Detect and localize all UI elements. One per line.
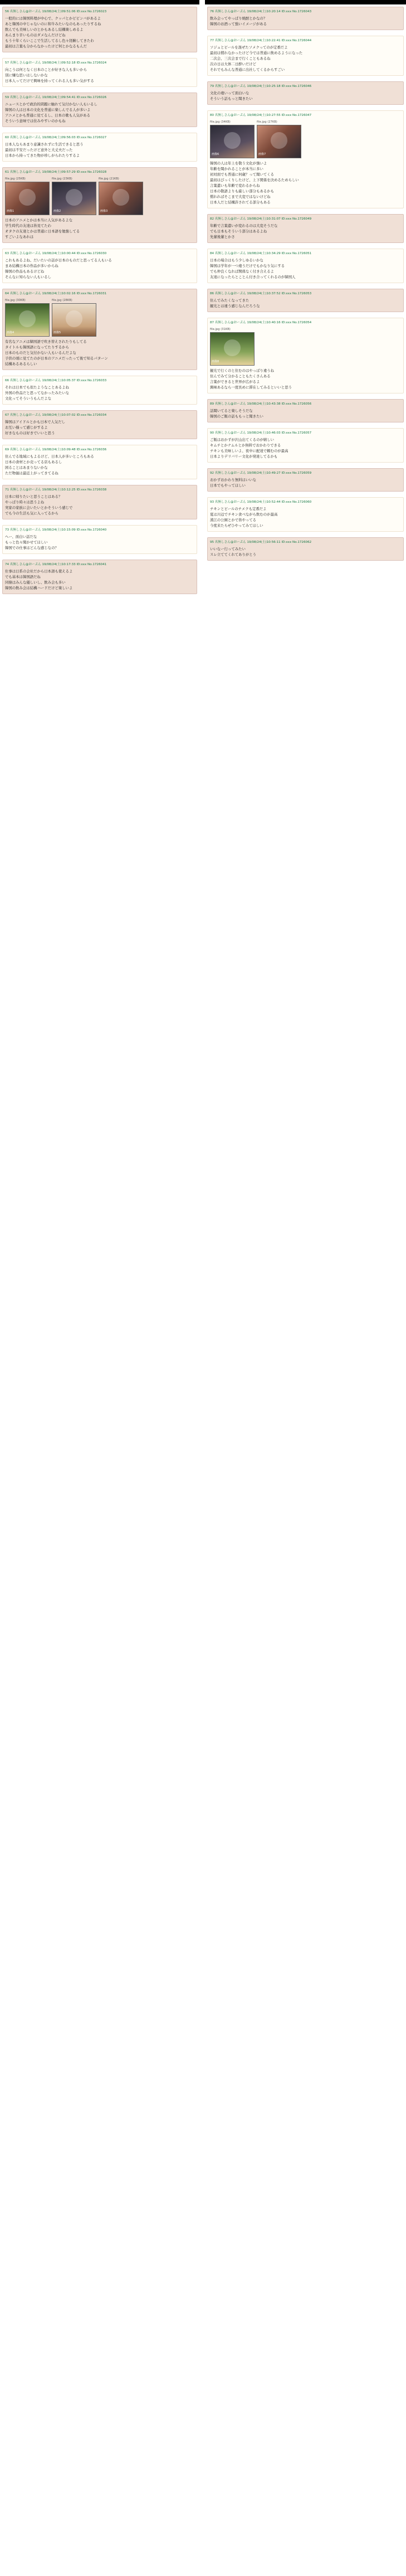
post-text-line: 日本から持ってきた物が珍しがられたりするよ [5, 153, 80, 158]
post-text-line: 学生時代の友達は皆見てたわ [5, 223, 52, 228]
post-text-line: 韓国のお酒って強いイメージがある [210, 22, 267, 26]
post-text-line: 同僚はみんな優しいし、飲み会も多い [5, 580, 66, 585]
post-text-line: 次の日は大体二日酔いだけど [210, 62, 257, 66]
post-text-line: 最初は慣れなかったけど今では普通に飲めるようになった [210, 51, 303, 55]
thread-post [2, 133, 197, 162]
post-text-line: まあ結構日本の作品が多いからね [5, 264, 58, 268]
post-header[interactable]: 71 名無しさん@おーぷん 19/08/24(土)10:12:25 ID:xxx No.1726038 [5, 488, 107, 492]
post-text-line: でも日本もそういう部分はあるよね [210, 229, 267, 234]
post-text-line: 結構あるあるらしい [5, 362, 37, 366]
thread-post [2, 7, 197, 52]
post-header[interactable]: 87 名無しさん@おーぷん 19/08/24(土)10:40:16 ID:xxx No.1726054 [210, 321, 312, 324]
post-text-line: 一般的には韓国料理が中心で、クッパとかビビンバがあるよ [5, 16, 101, 21]
post-text-line: 年齢を聞かれることが本当に多い [210, 167, 263, 171]
post-text-line: 韓国の飲み会は結構ハードだけど楽しいよ [5, 586, 73, 590]
post-text-line: 日本のものだと気付かない人もいるんだよな [5, 351, 76, 355]
post-image[interactable] [52, 176, 96, 215]
image-label: 画像6 [212, 153, 219, 156]
thread-post [2, 289, 197, 370]
image-filename[interactable]: file.jpg (31KB) [210, 328, 231, 331]
post-image[interactable] [210, 327, 255, 366]
thread-post [2, 167, 197, 243]
post-text-line: そういう話もっと聞きたい [210, 96, 253, 101]
image-subject-shape [19, 189, 36, 206]
thread-post [2, 525, 197, 554]
post-header[interactable]: 89 名無しさん@おーぷん 19/08/24(土)10:43:38 ID:xxx No.1726056 [210, 402, 312, 406]
post-text-line: へー、面白い話だな [5, 534, 37, 539]
post-text-line: オタクの友達とかは普通に日本語を勉強してる [5, 229, 80, 234]
post-image[interactable] [210, 119, 255, 158]
post-text-line: 住んでる地域にもよるけど、日本人が多いところもある [5, 454, 94, 459]
post-header[interactable]: 93 名無しさん@おーぷん 19/08/24(土)10:52:44 ID:xxx No.1726060 [210, 500, 312, 504]
post-text-line: 住んでみたくなってきた [210, 298, 250, 303]
image-label: 画像5 [53, 331, 61, 334]
post-text-line: 言葉遣いも年齢で変わるからね [210, 183, 260, 188]
thread-post [2, 58, 197, 87]
post-image[interactable] [257, 119, 301, 158]
post-text-line: 韓国は学年が一つ違うだけでもかなり気にする [210, 264, 285, 268]
post-header[interactable]: 61 名無しさん@おーぷん 19/08/24(土)09:57:29 ID:xxx No.1726028 [5, 171, 107, 174]
post-text-line: ソジュとビールを混ぜたソメクってのが定番だよ [210, 45, 288, 50]
post-text-line: 韓国の人は日本の文化を普通に楽しんでる人が多いよ [5, 108, 91, 112]
post-text-line: 観光とは違う感じなんだろうな [210, 304, 260, 308]
thread-post [207, 7, 404, 30]
post-text-line: でも仲良くなれば関係なく付き合えるよ [210, 269, 275, 274]
post-text-line: 日本の場合はもう少しゆるいかな [210, 258, 263, 263]
post-text-line: 飲み会ってやっぱり焼酎とかなの？ [210, 16, 267, 21]
post-text-line: ニュースとかで政治的問題に触れて気付かない人もいるし [5, 102, 97, 106]
post-text-line: 今度来たらぜひやってみてほしい [210, 523, 263, 528]
post-image[interactable] [52, 298, 96, 337]
post-text-line: アニメとかも普通に見てるし、日本の歌も人気がある [5, 113, 91, 118]
post-header[interactable]: 77 名無しさん@おーぷん 19/08/24(土)10:22:41 ID:xxx No.1726044 [210, 39, 312, 42]
post-text-line: チキンとビールのチメクも定番だよ [210, 507, 267, 511]
thread-post [2, 560, 197, 594]
post-image[interactable] [5, 176, 50, 215]
image-filename[interactable]: file.jpg (30KB) [5, 299, 26, 302]
post-text-line: 日本よりデリバリー文化が発達してるかも [210, 454, 278, 459]
thread-post [207, 537, 404, 561]
thread-post [2, 376, 197, 405]
image-subject-shape [224, 132, 241, 149]
post-text-line: あと韓国の中じゃないのに和牛みたいなのもあったりするね [5, 22, 101, 26]
post-text-line: 話聞いてると楽しそうだな [210, 409, 253, 413]
post-header[interactable]: 76 名無しさん@おーぷん 19/08/24(土)10:20:14 ID:xxx No.1726043 [210, 10, 312, 13]
post-text-line: 文化ってそういうもんだよな [5, 396, 52, 401]
post-header[interactable]: 67 名無しさん@おーぷん 19/08/24(土)10:07:02 ID:xxx No.1726034 [5, 414, 107, 417]
thread-post [2, 410, 197, 439]
post-text-line: 夏は川辺でチキン食べながら飲むのが最高 [210, 512, 278, 517]
post-text-line: でも基本は韓国語だね [5, 575, 41, 579]
post-text-line: おかずおかわり無料はいいな [210, 478, 257, 482]
post-text-line: 日本人ってだけで興味を持ってくれる人も多い気がする [5, 79, 94, 83]
image-thumbnail[interactable] [5, 303, 50, 337]
image-thumbnail[interactable] [99, 182, 143, 215]
image-subject-shape [112, 189, 129, 206]
image-label: 画像7 [258, 153, 266, 156]
post-header[interactable]: 82 名無しさん@おーぷん 19/08/24(土)10:31:07 ID:xxx No.1726049 [210, 217, 312, 221]
thread-post [207, 399, 404, 422]
image-subject-shape [224, 339, 241, 356]
image-filename[interactable]: file.jpg (23KB) [52, 177, 72, 181]
post-text-line: 文化の違いって面白いな [210, 91, 250, 95]
post-header[interactable]: 80 名無しさん@おーぷん 19/08/24(土)10:27:55 ID:xxx No.1726047 [210, 114, 312, 117]
image-subject-shape [271, 132, 287, 149]
thread-post [2, 445, 197, 479]
image-filename[interactable]: file.jpg (21KB) [99, 177, 119, 181]
post-text-line: キムチとかナムルとか無料でおかわりできる [210, 443, 281, 448]
post-text-line: ただ物価は最近上がってきてるね [5, 471, 58, 475]
post-text-line: それでもみんな普通に出社してくるからすごい [210, 67, 285, 72]
post-text-line: 有名なアニメは韓国語で吹き替えされたりもしてる [5, 339, 87, 344]
post-text-line: そういう意味では住みやすいのかもね [5, 119, 66, 123]
thread-post [207, 428, 404, 463]
post-header[interactable]: 86 名無しさん@おーぷん 19/08/24(土)10:37:52 ID:xxx No.1726053 [210, 292, 312, 295]
post-text-line: 日本人だと結構許されてる部分もある [210, 200, 271, 205]
post-image-row [210, 119, 401, 158]
post-text-line: 年齢で言葉遣いが変わるのは大変そうだな [210, 223, 278, 228]
post-text-line: 日本人ならあまり意識されずに生活できると思う [5, 142, 84, 147]
post-text-line: 韓国の人は年上を敬う文化が強いよ [210, 161, 267, 166]
image-thumbnail[interactable] [52, 303, 96, 337]
post-header[interactable]: 56 名無しさん@おーぷん 19/08/24(土)09:51:06 ID:xxx No.1726023 [5, 10, 107, 13]
image-filename[interactable]: file.jpg (34KB) [210, 120, 231, 124]
post-text-line: 漢江の公園とかで皆やってる [210, 518, 257, 522]
post-text-line: もう十年くらいここで生活してるし色々経験してきたわ [5, 38, 94, 43]
post-image-row [5, 176, 194, 215]
post-text-line: いいなー行ってみたい [210, 547, 246, 551]
post-text-line: 韓国での仕事はどんな感じなの？ [5, 546, 58, 550]
image-thumbnail[interactable] [5, 182, 50, 215]
image-label: 画像3 [100, 210, 108, 213]
post-text-line: 向こうは何となく日本のことが好きな人も多いから [5, 67, 87, 72]
post-header[interactable]: 64 名無しさん@おーぷん 19/08/24(土)10:02:16 ID:xxx No.1726031 [5, 292, 107, 295]
image-label: 画像4 [7, 331, 14, 334]
image-filename[interactable]: file.jpg (28KB) [52, 299, 72, 302]
post-text-line: もっと色々聞かせてほしい [5, 540, 48, 545]
post-text-line: タイトルも韓国語になってたりするから [5, 345, 69, 349]
post-header[interactable]: 60 名無しさん@おーぷん 19/08/24(土)09:56:03 ID:xxx No.1726027 [5, 136, 107, 139]
image-thumbnail[interactable] [210, 332, 255, 366]
post-image[interactable] [99, 176, 143, 215]
post-text-line: お互い様って感じがするよ [5, 425, 48, 430]
thread-post [207, 289, 404, 312]
left-thread [0, 4, 199, 594]
post-text-line: 住んでみて分かることもたくさんある [210, 374, 271, 378]
post-text-line: あんまり辛いものはダメなんだけどね [5, 33, 66, 37]
post-text-line: 別に嫌な思いはしないかな [5, 73, 48, 77]
thread-post [207, 81, 404, 105]
post-header[interactable]: 79 名無しさん@おーぷん 19/08/24(土)10:25:18 ID:xxx No.1726046 [210, 85, 312, 88]
image-subject-shape [66, 310, 82, 327]
post-text-line: 興味あるなら一度長めに滞在してみるといいと思う [210, 385, 292, 390]
post-header[interactable]: 57 名無しさん@おーぷん 19/08/24(土)09:52:18 ID:xxx No.1726024 [5, 61, 107, 65]
image-thumbnail[interactable] [257, 125, 301, 158]
post-text-line: 言葉ができると世界が広がるよ [210, 380, 260, 384]
post-text-line: 日本でもやってほしい [210, 483, 246, 488]
image-filename[interactable]: file.jpg (27KB) [257, 120, 277, 124]
image-filename[interactable]: file.jpg (25KB) [5, 177, 26, 181]
post-text-line: 外国の作品だと思ってなかったみたいな [5, 391, 70, 395]
post-header[interactable]: 66 名無しさん@おーぷん 19/08/24(土)10:05:37 ID:xxx No.1726033 [5, 379, 107, 382]
post-text-line: ご飯はおかずが沢山出てくるのが嬉しい [210, 438, 275, 442]
post-text-line: 先輩後輩とかさ [210, 235, 235, 239]
post-header[interactable]: 63 名無しさん@おーぷん 19/08/24(土)10:00:44 ID:xxx No.1726030 [5, 252, 107, 255]
post-text-line: チキンも美味しいよ、夜中に配達で頼むのが最高 [210, 449, 288, 453]
right-column [205, 0, 406, 2576]
thread-post [207, 36, 404, 76]
post-text-line: 日本のアニメとかは本当に人気があるよな [5, 218, 73, 222]
image-thumbnail[interactable] [52, 182, 96, 215]
post-text-line: 韓国のご飯の話ももっと聞きたい [210, 414, 263, 419]
post-text-line: スレ立ててくれてありがとう [210, 552, 257, 557]
image-label: 画像8 [212, 360, 219, 363]
post-text-line: 最初は不安だったけど意外と大丈夫だった [5, 148, 73, 152]
image-subject-shape [66, 189, 82, 206]
post-text-line: 好きなものは好きでいいと思う [5, 431, 55, 435]
thread-post [2, 93, 197, 127]
thread-post [207, 468, 404, 492]
post-header[interactable]: 90 名無しさん@おーぷん 19/08/24(土)10:46:03 ID:xxx No.1726057 [210, 431, 312, 435]
post-text-line: でも今の生活も気に入ってるから [5, 511, 58, 516]
post-text-line: 飲んでも美味しいのとかもあるし結構楽しめるよ [5, 27, 84, 32]
post-header[interactable]: 95 名無しさん@おーぷん 19/08/24(土)10:56:11 ID:xxx No.1726062 [210, 541, 312, 544]
right-top-bar [205, 0, 406, 4]
post-text-line: 韓国はアイドルとかも日本で人気だし [5, 420, 66, 424]
post-text-line: 初対面でも普通に何歳？って聞いてくる [210, 172, 275, 177]
thread-post [207, 497, 404, 532]
image-label: 画像2 [53, 210, 61, 213]
right-thread [205, 4, 406, 561]
thread-post [2, 485, 197, 519]
post-text-line: 最初はびっくりしたけど、上下関係を決めるためらしい [210, 178, 299, 182]
thread-post [207, 110, 404, 208]
thread-post [2, 249, 197, 283]
post-text-line: これもあるよね、だいたいの話が日本のものだと思ってる人もいる [5, 258, 112, 263]
post-text-line: 困ることはあまりないかな [5, 465, 48, 470]
post-text-line: そんなに知らない人もいるし [5, 275, 52, 279]
post-text-line: 実家の家族に会いたいとかそういう感じで [5, 506, 73, 510]
post-text-line: すごいよなあれは [5, 235, 34, 239]
post-text-line: 韓国の作品もあるけどね [5, 269, 45, 274]
post-image-row [210, 327, 401, 366]
post-text-line: 観光で行くのと住むのはやっぱり違うね [210, 368, 275, 373]
post-text-line: 日本に帰りたいと思うことはある？ [5, 494, 62, 499]
post-header[interactable]: 59 名無しさん@おーぷん 19/08/24(土)09:54:41 ID:xxx No.1726026 [5, 96, 107, 99]
post-text-line: 友達になったらとことん付き合ってくれるのが韓国人 [210, 275, 296, 279]
post-text-line: 日本の食材とか売ってる店もあるし [5, 460, 62, 464]
image-label: 画像1 [7, 210, 14, 213]
post-text-line: 二次会、三次会まで行くこともあるね [210, 56, 271, 61]
post-text-line: やっぱり時々は思うよね [5, 500, 45, 504]
post-image-row [5, 298, 194, 337]
post-text-line: 日本の敬語よりも厳しい部分もあるかも [210, 189, 275, 193]
post-text-line: 仕事は日系の会社だから日本語も使えるよ [5, 569, 73, 573]
post-text-line: 子供の頃に見てたのが日本のアニメだったって後で知るパターン [5, 356, 108, 361]
thread-post [207, 318, 404, 393]
post-text-line: 最初は言葉も分からなかったけど何とかなるもんだ [5, 44, 87, 48]
post-header[interactable]: 73 名無しさん@おーぷん 19/08/24(土)10:15:09 ID:xxx No.1726040 [5, 528, 107, 532]
thread-post [207, 249, 404, 283]
post-header[interactable]: 84 名無しさん@おーぷん 19/08/24(土)10:34:29 ID:xxx No.1726051 [210, 252, 312, 255]
thread-post [207, 214, 404, 243]
post-header[interactable]: 92 名無しさん@おーぷん 19/08/24(土)10:49:27 ID:xxx No.1726059 [210, 472, 312, 475]
left-top-bar [0, 0, 199, 4]
post-text-line: それは日本でも似たようなことあるよね [5, 385, 70, 390]
post-header[interactable]: 74 名無しさん@おーぷん 19/08/24(土)10:17:33 ID:xxx No.1726041 [5, 563, 107, 566]
image-thumbnail[interactable] [210, 125, 255, 158]
image-subject-shape [19, 310, 36, 327]
left-column [0, 0, 199, 2576]
post-header[interactable]: 69 名無しさん@おーぷん 19/08/24(土)10:09:48 ID:xxx No.1726036 [5, 448, 107, 451]
post-image[interactable] [5, 298, 50, 337]
post-text-line: 慣れればそこまで大変ではないけどね [210, 195, 271, 199]
